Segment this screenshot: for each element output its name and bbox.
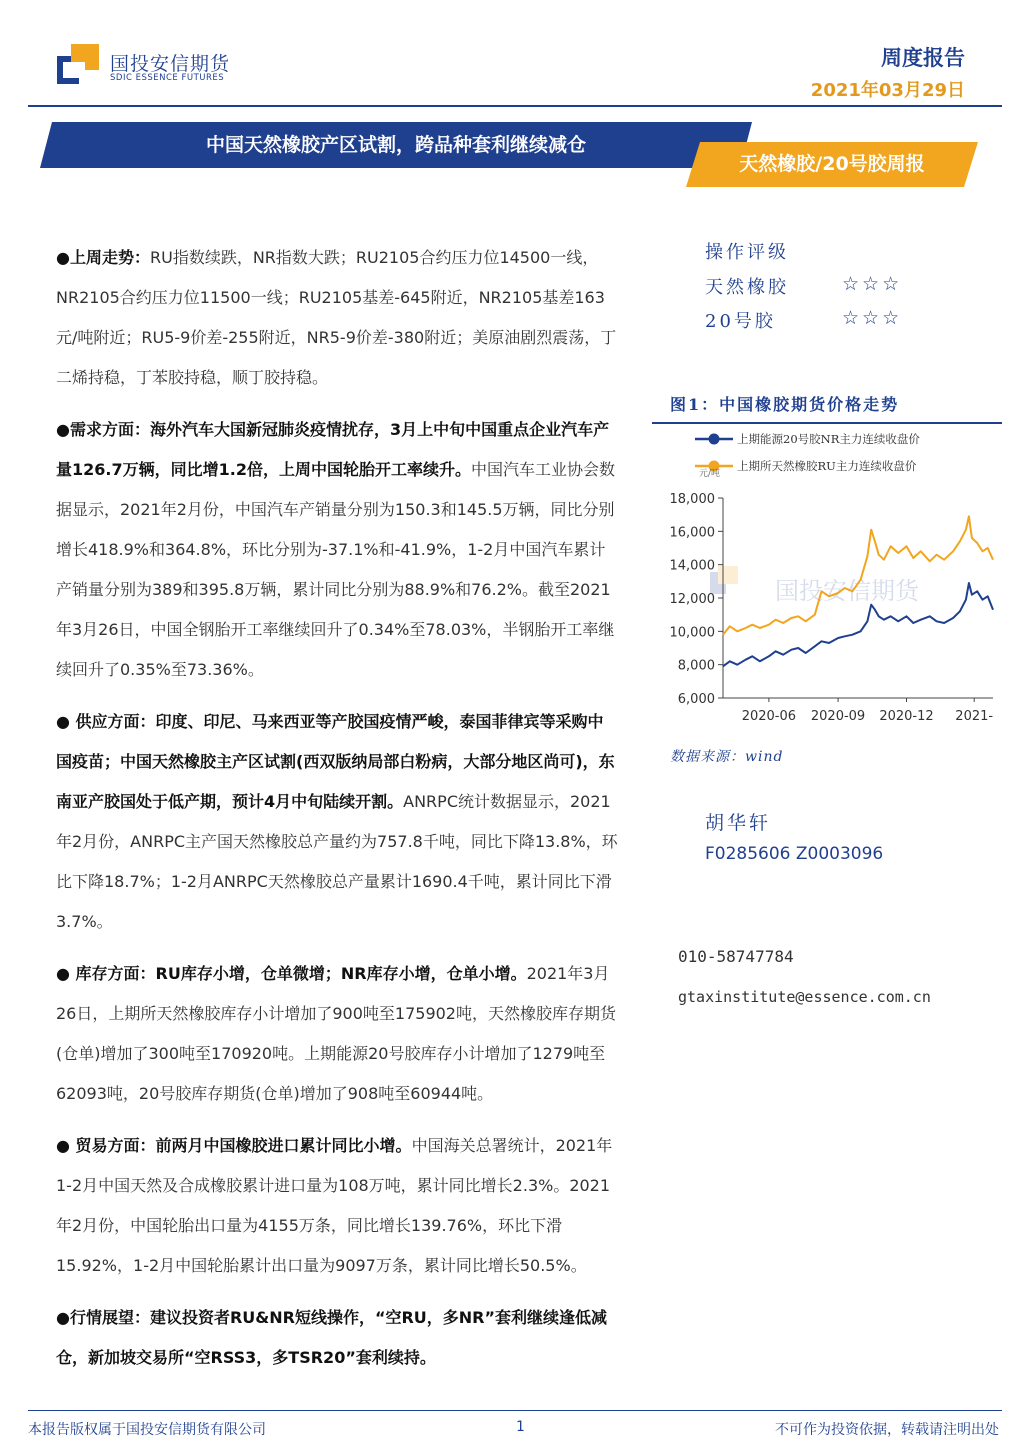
report-type: 周度报告 (881, 46, 965, 70)
company-logo-icon (57, 44, 99, 84)
section-heading: 行情展望： (69, 1308, 150, 1327)
bullet: ● (56, 1308, 70, 1327)
section-body: 中国汽车工业协会数据显示，2021年2月份，中国汽车产销量分别为150.3和145.5万辆，同比分别增长418.9%和364.8%，环比分别为-37.1%和-41.9%，1-2月中国汽车累计产销量分别为389和395.8万辆，累计同比分别为88.9%和76.2%。截至2021年3月26日，中国全钢胎开工率继续回升了0.34%至78.03%，半钢胎开工率继续回升了0.35%至73.36%。 (56, 460, 615, 679)
footer-copyright: 本报告版权属于国投安信期货有限公司 (28, 1422, 266, 1438)
rating-title: 操作评级 (705, 242, 789, 263)
section-body: 中国海关总署统计，2021年1-2月中国天然及合成橡胶累计进口量为108万吨，累计同比增长2.3%。2021年2月份，中国轮胎出口量为4155万条，同比增长139.76%，环比下滑15.92%，1-2月中国轮胎累计出口量为9097万条，累计同比增长50.5%。 (56, 1136, 613, 1275)
x-tick-label: 2021- (955, 709, 994, 724)
x-tick-label: 2020-09 (810, 709, 866, 724)
contact-phone: 010-58747784 (678, 947, 794, 966)
bullet: ● (56, 248, 70, 267)
section-last-week (56, 238, 618, 398)
y-tick-label: 10,000 (669, 625, 715, 641)
chart-legend (695, 432, 920, 473)
author-name: 胡华轩 (705, 812, 772, 834)
section-heading: 供应方面： (69, 712, 156, 731)
rating-name-nr: 20号胶 (705, 311, 776, 332)
price-chart (655, 424, 1003, 730)
watermark-text: 国投安信期货 (775, 577, 919, 605)
footer-disclaimer: 不可作为投资依据，转载请注明出处 (775, 1422, 999, 1438)
logo-text-cn: 国投安信期货 (110, 53, 231, 75)
x-tick-label: 2020-12 (879, 709, 934, 724)
section-heading: 需求方面： (69, 420, 150, 439)
bullet: ● (56, 712, 70, 731)
section-body: ANRPC统计数据显示，2021年2月份，ANRPC主产国天然橡胶总产量约为757.8千吨，同比下降13.8%，环比下降18.7%；1-2月ANRPC天然橡胶总产量累计1690.4千吨，累计同比下滑3.7%。 (56, 792, 618, 931)
section-outlook (56, 1298, 618, 1378)
y-unit-label: 元/吨 (699, 469, 721, 479)
bullet: ● (56, 420, 70, 439)
chart-axes (670, 492, 994, 724)
product-tag-label: 天然橡胶/20号胶周报 (739, 153, 925, 175)
footer-divider (28, 1410, 1002, 1411)
figure-title: 图1：中国橡胶期货价格走势 (670, 395, 900, 414)
report-date: 2021年03月29日 (810, 80, 965, 101)
rating-name-ru: 天然橡胶 (705, 277, 789, 298)
legend-ru-label: 上期所天然橡胶RU主力连续收盘价 (737, 459, 917, 473)
section-body: RU指数续跌，NR指数大跌；RU2105合约压力位14500一线，NR2105合约压力位11500一线；RU2105基差-645附近，NR2105基差163元/吨附近；RU5-9价差-255附近，NR5-9价差-380附近；美原油剧烈震荡，丁二烯持稳，丁苯胶持稳，顺丁胶持稳。 (56, 248, 617, 387)
page-number: 1 (516, 1419, 525, 1435)
section-heading: 贸易方面： (69, 1136, 156, 1155)
section-key-point: 海外汽车大国新冠肺炎疫情扰存，3月上中旬中国重点企业汽车产量126.7万辆，同比增1.2倍，上周中国轮胎开工率续升。 (56, 420, 610, 479)
body-text (56, 238, 618, 1390)
logo-text-en: SDIC ESSENCE FUTURES (110, 73, 225, 83)
author-license: F0285606 Z0003096 (705, 844, 884, 864)
chart-watermark (710, 566, 921, 605)
section-supply (56, 702, 618, 942)
data-source: 数据来源：wind (670, 749, 784, 765)
y-tick-label: 14,000 (669, 558, 715, 574)
bullet: ● (56, 1136, 70, 1155)
rating-stars-ru: ☆☆☆ (842, 273, 903, 295)
report-title: 中国天然橡胶产区试割，跨品种套利继续减仓 (205, 134, 586, 156)
x-tick-label: 2020-06 (741, 709, 797, 724)
y-tick-label: 8,000 (677, 658, 715, 674)
section-key-point: 印度、印尼、马来西亚等产胶国疫情严峻，泰国菲律宾等采购中国疫苗；中国天然橡胶主产区试割(西双版纳局部白粉病，大部分地区尚可)，东南亚产胶国处于低产期，预计4月中旬陆续开割。 (56, 712, 615, 811)
section-heading: 库存方面： (69, 964, 156, 983)
series-ru-line (723, 516, 993, 634)
section-body: 2021年3月26日，上期所天然橡胶库存小计增加了900吨至175902吨，天然橡胶库存期货(仓单)增加了300吨至170920吨。上期能源20号胶库存小计增加了1279吨至62093吨，20号胶库存期货(仓单)增加了908吨至60944吨。 (56, 964, 616, 1103)
contact-email[interactable]: gtaxinstitute@essence.com.cn (678, 988, 931, 1006)
section-key-point: RU库存小增，仓单微增；NR库存小增，仓单小增。 (155, 964, 527, 983)
section-trade (56, 1126, 618, 1286)
section-inventory (56, 954, 618, 1114)
y-tick-label: 12,000 (669, 592, 715, 607)
legend-nr-label: 上期能源20号胶NR主力连续收盘价 (737, 432, 920, 446)
y-tick-label: 18,000 (669, 492, 715, 507)
rating-stars-nr: ☆☆☆ (842, 307, 903, 329)
y-tick-label: 16,000 (669, 525, 715, 541)
section-key-point: 建议投资者RU&NR短线操作，“空RU，多NR”套利继续逢低减仓，新加坡交易所“空RSS3，多TSR20”套利续持。 (56, 1308, 608, 1367)
legend-nr-marker (709, 434, 720, 445)
bullet: ● (56, 964, 70, 983)
section-key-point: 前两月中国橡胶进口累计同比小增。 (155, 1136, 412, 1155)
header-divider (28, 105, 1002, 107)
y-tick-label: 6,000 (677, 692, 715, 707)
section-demand (56, 410, 618, 690)
section-heading: 上周走势： (69, 248, 150, 267)
